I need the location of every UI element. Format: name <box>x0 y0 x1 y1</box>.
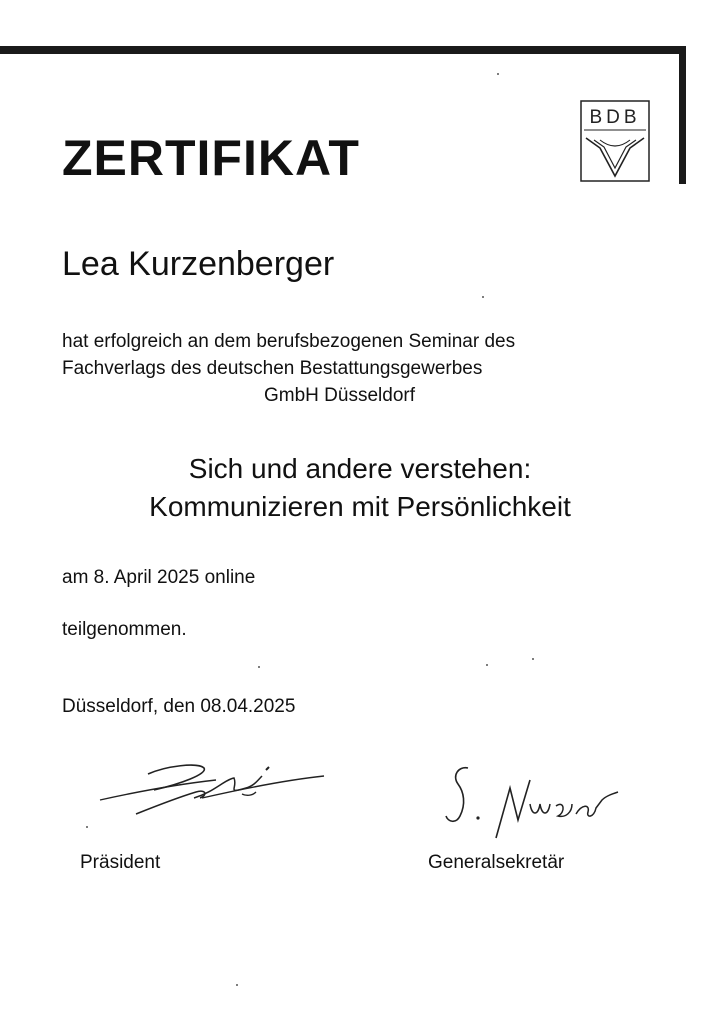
bdb-logo <box>580 100 650 182</box>
seminar-title <box>40 450 680 526</box>
president-signature <box>96 758 326 827</box>
intro-line-2: Fachverlags des deutschen Bestattungsgewerbes <box>62 358 483 379</box>
president-label: Präsident <box>80 852 161 873</box>
frame-right-border <box>679 46 686 184</box>
seminar-title-line-2: Kommunizieren mit Persönlichkeit <box>149 491 571 522</box>
secretary-label: Generalsekretär <box>428 852 565 873</box>
place-and-date: Düsseldorf, den 08.04.2025 <box>62 696 296 717</box>
scan-speck <box>482 296 484 298</box>
intro-text <box>62 328 515 409</box>
scan-speck <box>86 826 88 828</box>
logo-text: BDB <box>589 107 641 128</box>
secretary-signature <box>440 760 630 855</box>
scan-speck <box>258 666 260 668</box>
recipient-name: Lea Kurzenberger <box>62 245 335 283</box>
scan-speck <box>236 984 238 986</box>
scan-speck <box>532 658 534 660</box>
intro-line-3: GmbH Düsseldorf <box>264 385 415 406</box>
scan-speck <box>486 664 488 666</box>
seminar-date: am 8. April 2025 online <box>62 567 256 588</box>
frame-top-border <box>0 46 686 54</box>
participation-text: teilgenommen. <box>62 619 187 640</box>
seminar-title-line-1: Sich und andere verstehen: <box>188 453 532 484</box>
scan-speck <box>497 73 499 75</box>
certificate-title: ZERTIFIKAT <box>62 130 360 186</box>
intro-line-1: hat erfolgreich an dem berufsbezogenen Seminar des <box>62 331 516 352</box>
